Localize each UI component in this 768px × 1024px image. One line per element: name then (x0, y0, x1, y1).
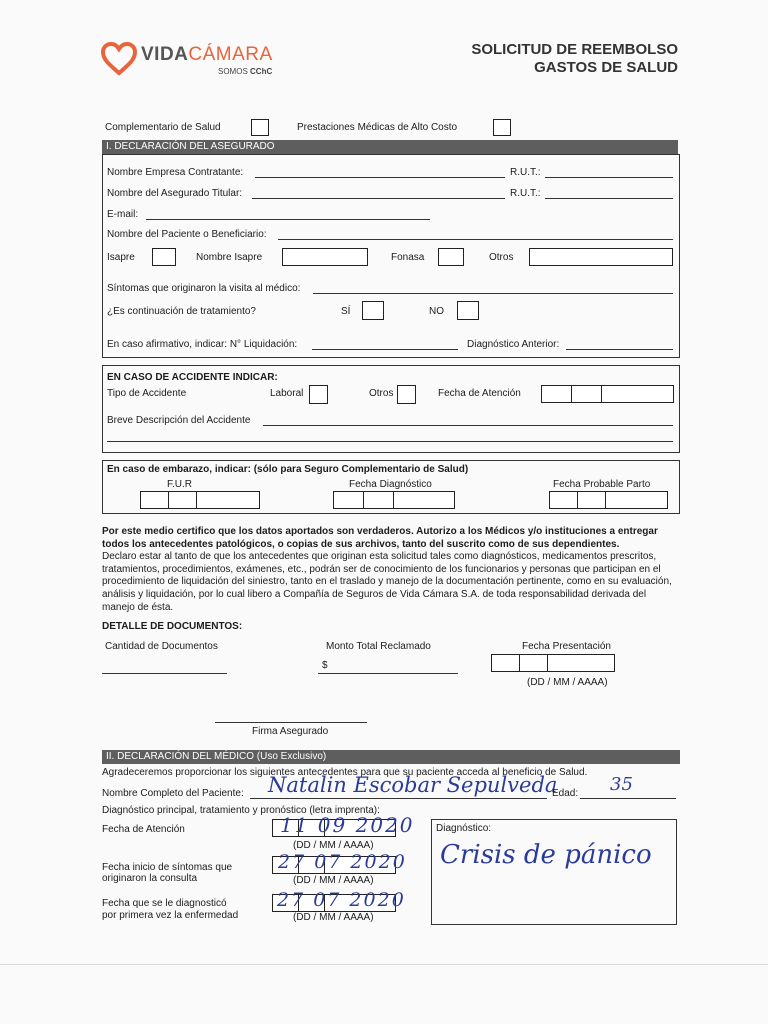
diag-fecha-handwritten: 27 07 2020 (277, 889, 406, 911)
edad-field[interactable] (580, 798, 676, 799)
otros-field[interactable] (529, 248, 673, 266)
fecha-diag-dd[interactable] (333, 491, 365, 509)
nombre-paciente-label: Nombre Completo del Paciente: (102, 788, 244, 799)
accidente-otros-label: Otros (369, 388, 394, 399)
isapre-label: Isapre (107, 252, 135, 263)
titular-field[interactable] (252, 198, 505, 199)
diag-principal-label: Diagnóstico principal, tratamiento y pronóstico (letra imprenta): (102, 805, 380, 816)
fecha-sintomas-label-1: Fecha inicio de síntomas que (102, 862, 233, 873)
no-checkbox[interactable] (457, 301, 479, 320)
otros-label: Otros (489, 252, 514, 263)
fecha-diag-embarazo-label: Fecha Diagnóstico (349, 479, 432, 490)
fecha-parto-mm[interactable] (577, 491, 607, 509)
monto-field[interactable] (318, 673, 458, 674)
nombre-isapre-label: Nombre Isapre (196, 252, 263, 263)
fecha-presentacion-label: Fecha Presentación (522, 641, 611, 652)
diag-anterior-field[interactable] (566, 349, 673, 350)
form-title: SOLICITUD DE REEMBOLSO GASTOS DE SALUD (471, 41, 678, 76)
atencion-handwritten: 11 09 2020 (280, 813, 415, 837)
fonasa-label: Fonasa (391, 252, 425, 263)
documentos-title: DETALLE DE DOCUMENTOS: (102, 621, 243, 632)
no-label: NO (429, 306, 444, 317)
paciente-field[interactable] (278, 239, 673, 240)
fecha-sintomas-label-2: originaron la consulta (102, 873, 198, 884)
fonasa-checkbox[interactable] (438, 248, 464, 266)
cantidad-documentos-field[interactable] (102, 673, 227, 674)
diagnostico-label: Diagnóstico: (436, 823, 492, 834)
sintomas-format: (DD / MM / AAAA) (293, 875, 374, 886)
complementario-label: Complementario de Salud (105, 122, 221, 133)
accidente-fecha-label: Fecha de Atención (438, 388, 521, 399)
diagnostico-box[interactable] (431, 819, 677, 925)
rut-titular-field[interactable] (545, 198, 673, 199)
section-2-intro: Agradeceremos proporcionar los siguientes antecedentes para que su paciente acceda al beneficio de Salud. (102, 767, 588, 778)
fecha-diag-medico-label-2: por primera vez la enfermedad (102, 910, 239, 921)
rut-titular-label: R.U.T.: (510, 188, 541, 199)
fecha-diag-aaaa[interactable] (393, 491, 455, 509)
empresa-field[interactable] (255, 177, 505, 178)
section-2-header: II. DECLARACIÓN DEL MÉDICO (Uso Exclusivo) (102, 750, 680, 764)
alto-costo-label: Prestaciones Médicas de Alto Costo (297, 122, 458, 133)
rut-empresa-label: R.U.T.: (510, 167, 541, 178)
monto-currency: $ (322, 660, 328, 671)
cantidad-documentos-label: Cantidad de Documentos (105, 641, 218, 652)
fecha-diag-mm[interactable] (363, 491, 395, 509)
laboral-checkbox[interactable] (309, 385, 328, 404)
accidente-fecha-aaaa[interactable] (601, 385, 674, 403)
fecha-atencion-medico-label: Fecha de Atención (102, 824, 185, 835)
section-1-header: I. DECLARACIÓN DEL ASEGURADO (102, 140, 678, 154)
titular-label: Nombre del Asegurado Titular: (107, 188, 243, 199)
nombre-paciente-field[interactable] (250, 798, 547, 799)
firma-asegurado-label: Firma Asegurado (252, 726, 329, 737)
fecha-parto-dd[interactable] (549, 491, 579, 509)
continuacion-label: ¿Es continuación de tratamiento? (107, 306, 256, 317)
accidente-fecha-mm[interactable] (571, 385, 603, 403)
email-label: E-mail: (107, 209, 139, 220)
diagnostico-handwritten: Crisis de pánico (440, 840, 652, 870)
edad-handwritten: 35 (610, 774, 633, 795)
liquidacion-label: En caso afirmativo, indicar: N° Liquidación: (107, 339, 298, 350)
brand-tagline: SOMOS CChC (218, 67, 273, 76)
fecha-diag-medico-label-1: Fecha que se le diagnosticó (102, 898, 227, 909)
liquidacion-field[interactable] (312, 349, 458, 350)
diag-anterior-label: Diagnóstico Anterior: (467, 339, 560, 350)
nombre-isapre-field[interactable] (282, 248, 368, 266)
sintomas-field[interactable] (313, 293, 673, 294)
complementario-checkbox[interactable] (251, 119, 269, 136)
presentacion-format: (DD / MM / AAAA) (527, 677, 608, 688)
fecha-parto-aaaa[interactable] (605, 491, 668, 509)
descripcion-accidente-field-2[interactable] (107, 441, 673, 442)
alto-costo-checkbox[interactable] (493, 119, 511, 136)
sintomas-handwritten: 27 07 2020 (278, 851, 407, 873)
email-field[interactable] (146, 219, 430, 220)
presentacion-dd[interactable] (491, 654, 521, 672)
embarazo-title: En caso de embarazo, indicar: (sólo para Seguro Complementario de Salud) (107, 464, 469, 475)
nombre-paciente-handwritten: Natalin Escobar Sepulveda (268, 773, 558, 797)
certification-paragraph: Por este medio certifico que los datos aportados son verdaderos. Autorizo a los Médicos y/o instituciones a entregar todos los antecedentes patológicos, o copias de sus archivos, tanto del suscrito como de sus dependientes. Declaro estar al tanto de que los antecedentes que originan esta solicitud tales como diagnósticos, medicamentos prescritos, tratamientos, procedimientos, exámenes, etc., podrán ser de conocimiento de los funcionarios y personas que participan en el procedimiento de liquidación del siniestro, tanto en el traslado y manejo de la documentación pertinente, como en su evaluación, análisis y liquidación, por lo cual libero a Compañía de Seguros de Vida Cámara S.A. de toda responsabilidad derivada del manejo de ésta. (102, 526, 672, 613)
fecha-parto-label: Fecha Probable Parto (553, 479, 651, 490)
laboral-label: Laboral (270, 388, 304, 399)
descripcion-accidente-field-1[interactable] (263, 425, 673, 426)
isapre-checkbox[interactable] (152, 248, 176, 266)
accidente-otros-checkbox[interactable] (397, 385, 416, 404)
descripcion-accidente-label: Breve Descripción del Accidente (107, 415, 251, 426)
sintomas-label: Síntomas que originaron la visita al médico: (107, 283, 301, 294)
paciente-label: Nombre del Paciente o Beneficiario: (107, 229, 267, 240)
edad-label: Edad: (552, 788, 579, 799)
monto-label: Monto Total Reclamado (326, 641, 431, 652)
fur-label: F.U.R (167, 479, 192, 490)
si-label: SÍ (341, 306, 351, 317)
page-edge (0, 964, 768, 965)
si-checkbox[interactable] (362, 301, 384, 320)
diag-fecha-format: (DD / MM / AAAA) (293, 912, 374, 923)
fur-dd[interactable] (140, 491, 170, 509)
firma-asegurado-line[interactable] (215, 722, 367, 723)
fur-mm[interactable] (168, 491, 198, 509)
fur-aaaa[interactable] (196, 491, 260, 509)
brand-name: VIDACÁMARA (141, 44, 273, 65)
presentacion-aaaa[interactable] (547, 654, 615, 672)
atencion-format: (DD / MM / AAAA) (293, 840, 374, 851)
tipo-accidente-label: Tipo de Accidente (107, 388, 187, 399)
accidente-fecha-dd[interactable] (541, 385, 573, 403)
rut-empresa-field[interactable] (545, 177, 673, 178)
presentacion-mm[interactable] (519, 654, 549, 672)
heart-logo-icon (100, 42, 138, 76)
accidente-title: EN CASO DE ACCIDENTE INDICAR: (107, 372, 278, 383)
empresa-label: Nombre Empresa Contratante: (107, 167, 244, 178)
